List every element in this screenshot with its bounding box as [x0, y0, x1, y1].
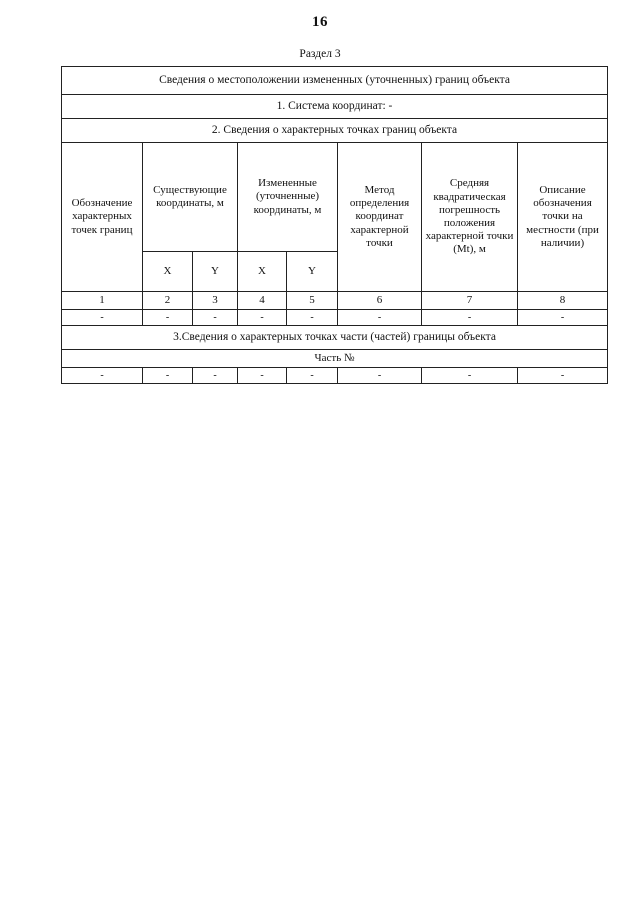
table-row	[62, 368, 608, 384]
header-designation: Обозначение характерных точек границ	[62, 143, 143, 292]
table-cell: -	[193, 368, 238, 384]
table-cell: -	[238, 368, 287, 384]
header-method: Метод определения координат характерной точки	[338, 143, 422, 292]
table-cell: -	[238, 310, 287, 326]
table-cell: -	[62, 310, 143, 326]
header-existing-x: X	[143, 252, 193, 292]
page-number: 16	[312, 14, 328, 30]
table-row	[62, 310, 608, 326]
header-error: Средняя квадратическая погрешность положения характерной точки (Mt), м	[422, 143, 518, 292]
column-number: 5	[287, 292, 338, 310]
boundary-points-table	[61, 66, 608, 384]
table-cell: -	[287, 310, 338, 326]
header-changed-coordinates: Измененные (уточненные) координаты, м	[238, 143, 338, 252]
table-cell: -	[143, 310, 193, 326]
table-cell: -	[62, 368, 143, 384]
points-heading-row: 2. Сведения о характерных точках границ объекта	[62, 119, 608, 143]
column-number: 7	[422, 292, 518, 310]
header-existing-y: Y	[193, 252, 238, 292]
part-number-row: Часть №	[62, 350, 608, 368]
table-cell: -	[422, 310, 518, 326]
section-label: Раздел 3	[299, 48, 341, 60]
column-number: 8	[518, 292, 608, 310]
header-existing-coordinates: Существующие координаты, м	[143, 143, 238, 252]
table-cell: -	[338, 368, 422, 384]
column-number: 2	[143, 292, 193, 310]
column-number: 6	[338, 292, 422, 310]
table-cell: -	[287, 368, 338, 384]
table-cell: -	[193, 310, 238, 326]
table-title: Сведения о местоположении измененных (уточненных) границ объекта	[62, 67, 608, 95]
column-number: 1	[62, 292, 143, 310]
column-number-row	[62, 292, 608, 310]
header-changed-y: Y	[287, 252, 338, 292]
coordinate-system-row: 1. Система координат: -	[62, 95, 608, 119]
table-cell: -	[518, 310, 608, 326]
table-cell: -	[143, 368, 193, 384]
header-changed-x: X	[238, 252, 287, 292]
parts-heading-row: 3.Сведения о характерных точках части (частей) границы объекта	[62, 326, 608, 350]
table-cell: -	[518, 368, 608, 384]
table-cell: -	[422, 368, 518, 384]
column-number: 4	[238, 292, 287, 310]
column-number: 3	[193, 292, 238, 310]
header-description: Описание обозначения точки на местности (при наличии)	[518, 143, 608, 292]
table-cell: -	[338, 310, 422, 326]
